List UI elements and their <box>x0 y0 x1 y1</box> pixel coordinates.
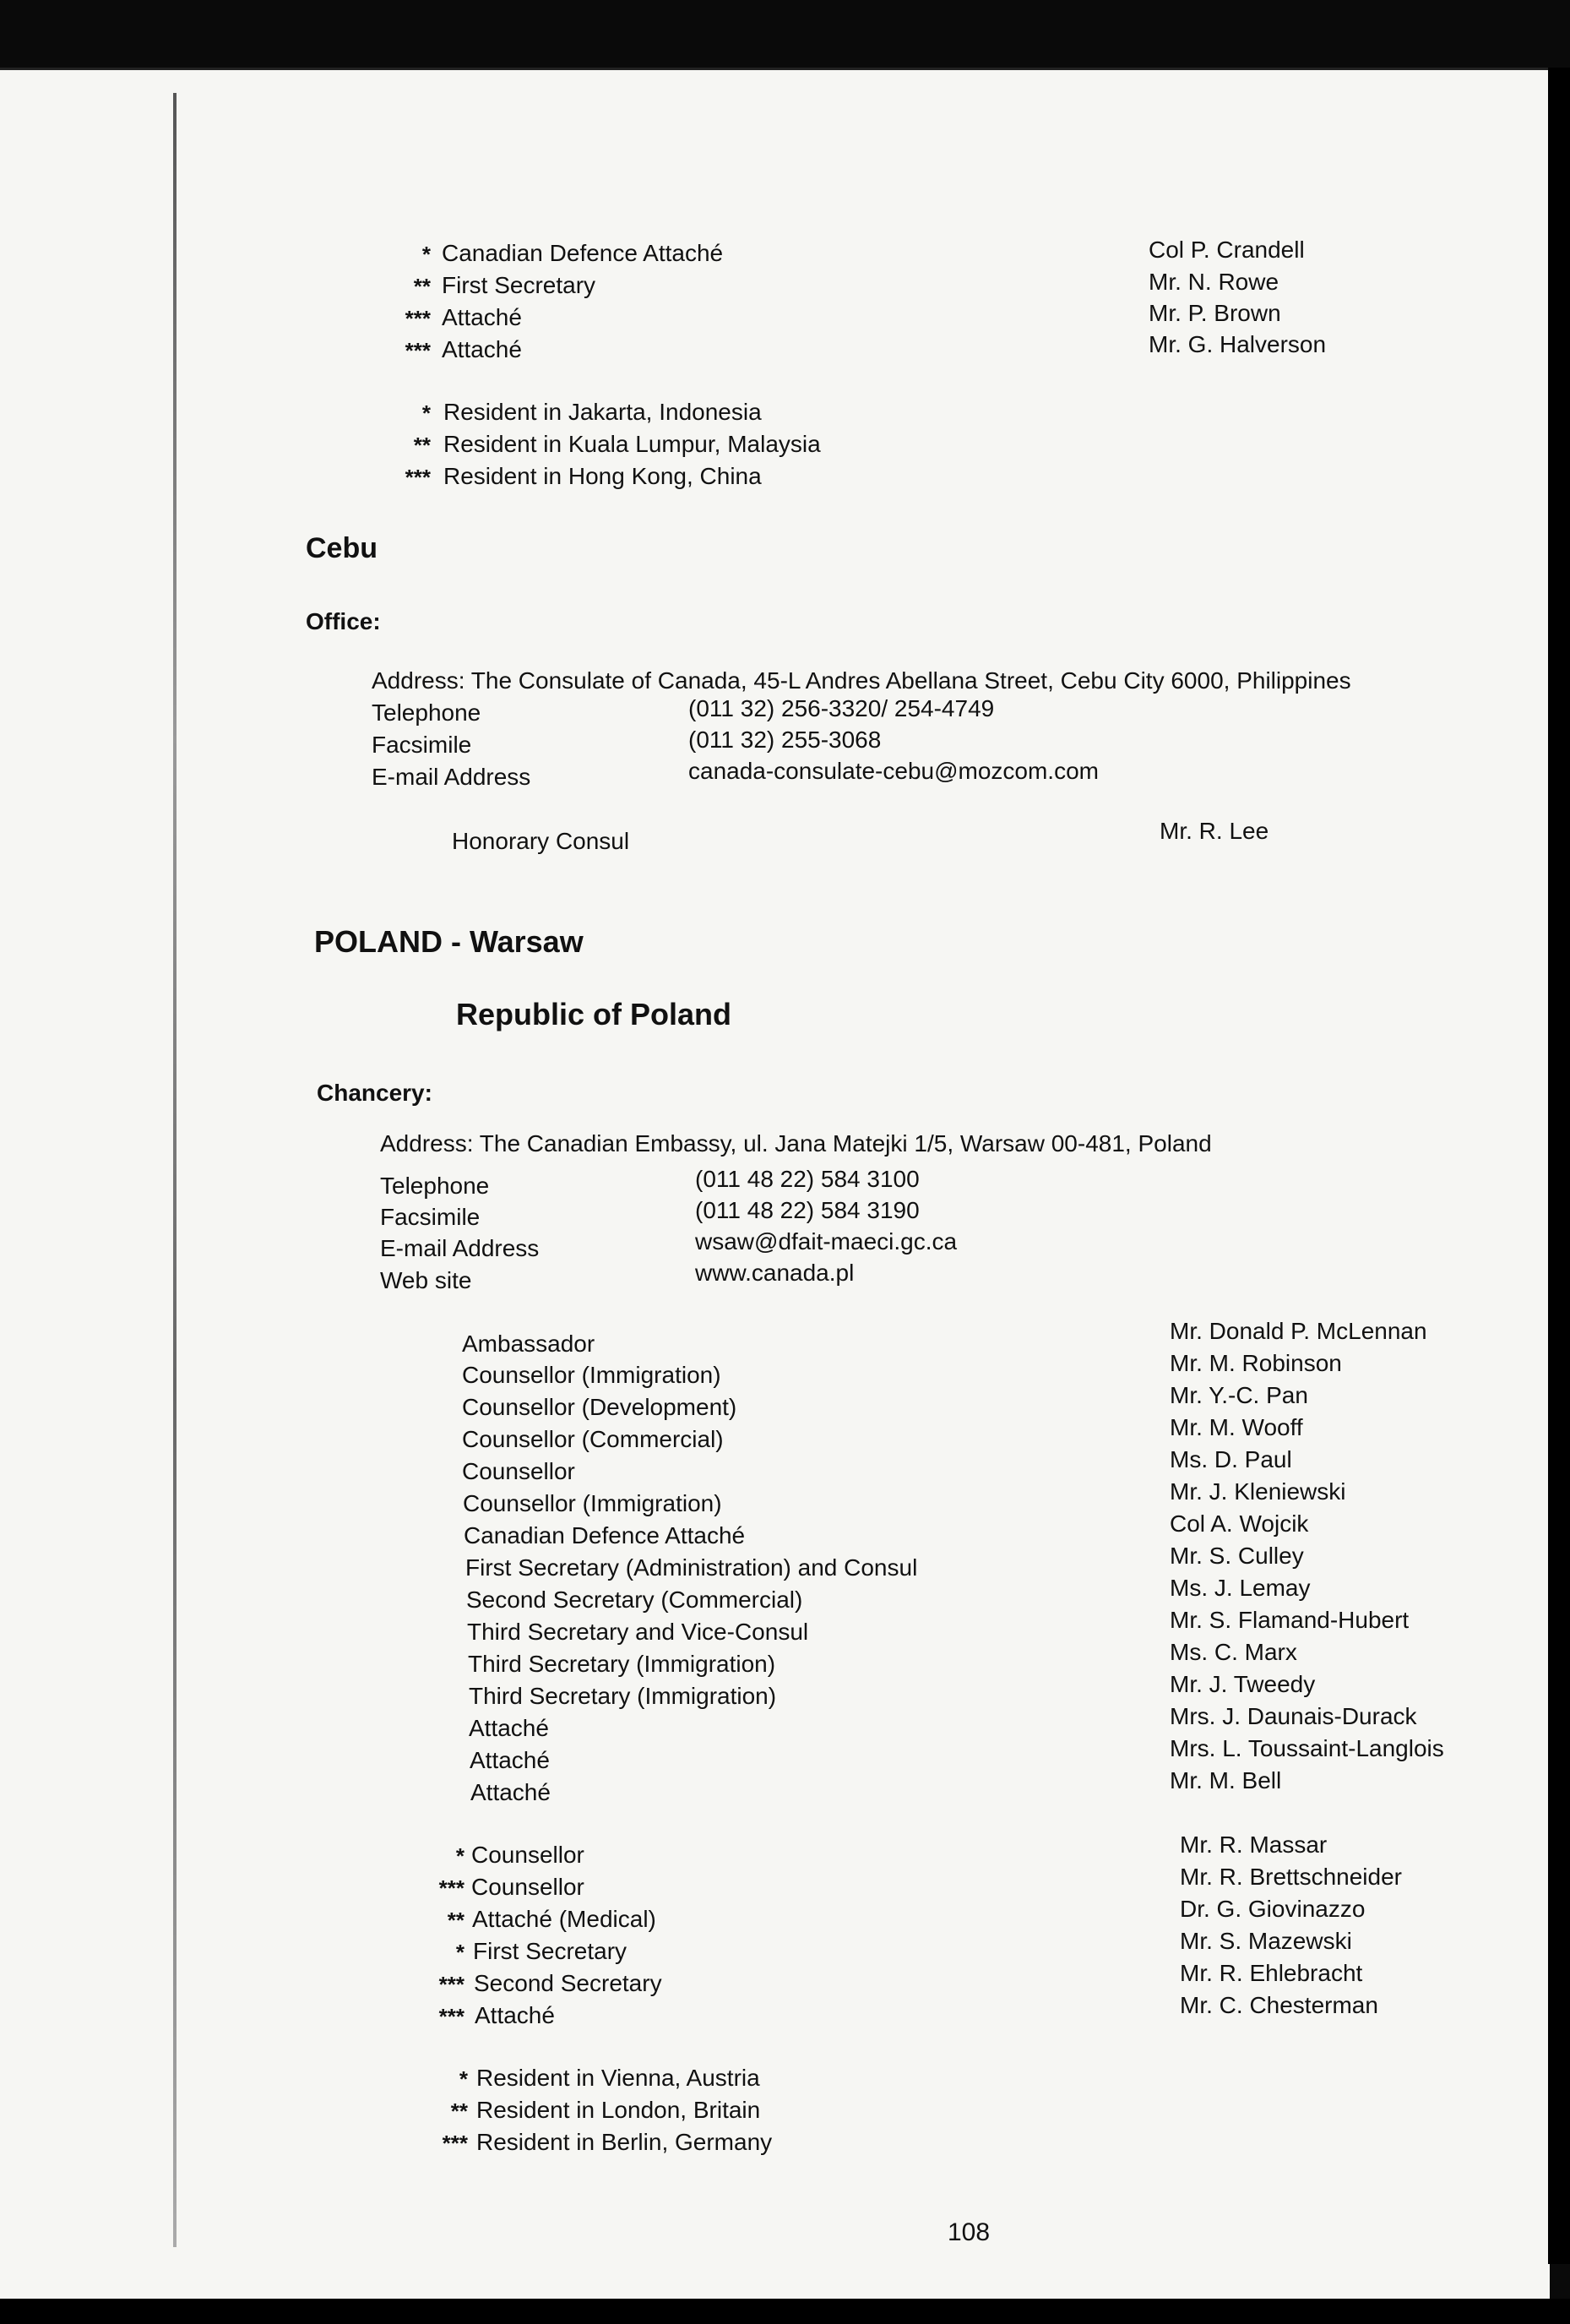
staff-name: Mr. M. Bell <box>1170 1767 1282 1793</box>
staff-title: Ambassador <box>462 1331 595 1357</box>
contact-label: E-mail Address <box>380 1235 540 1261</box>
staff-name: Col A. Wojcik <box>1170 1510 1309 1537</box>
staff-title: Counsellor (Development) <box>462 1394 737 1420</box>
binding-shadow <box>173 93 177 2247</box>
staff-title: Second Secretary <box>474 1970 662 1996</box>
footnote-marker: *** <box>442 2131 468 2156</box>
staff-title: Attaché <box>475 2002 555 2028</box>
staff-name: Mr. R. Ehlebracht <box>1180 1960 1363 1986</box>
poland-address: Address: The Canadian Embassy, ul. Jana Matejki 1/5, Warsaw 00-481, Poland <box>380 1130 1212 1157</box>
staff-name: Dr. G. Giovinazzo <box>1180 1896 1366 1922</box>
staff-title: First Secretary <box>442 272 596 298</box>
staff-name: Mr. R. Massar <box>1180 1831 1328 1858</box>
contact-value: wsaw@dfait-maeci.gc.ca <box>695 1228 958 1255</box>
contact-label: Web site <box>380 1267 472 1293</box>
staff-name: Mr. M. Wooff <box>1170 1414 1303 1440</box>
footnote-text: Resident in Jakarta, Indonesia <box>443 399 762 425</box>
footnote-marker: * <box>421 242 431 267</box>
staff-name: Mr. J. Tweedy <box>1170 1671 1316 1697</box>
contact-label: Facsimile <box>380 1204 481 1230</box>
staff-name: Mr. P. Brown <box>1149 300 1281 326</box>
staff-title: Honorary Consul <box>452 828 630 854</box>
staff-title: Attaché <box>470 1747 550 1773</box>
contact-value: www.canada.pl <box>695 1260 855 1286</box>
staff-name: Ms. C. Marx <box>1170 1639 1297 1665</box>
section-heading-poland: POLAND - Warsaw <box>314 924 584 959</box>
chancery-label: Chancery: <box>317 1080 432 1106</box>
footnote-text: Resident in Hong Kong, China <box>443 463 762 489</box>
staff-title: Counsellor <box>471 1874 584 1900</box>
staff-title: Second Secretary (Commercial) <box>466 1587 803 1613</box>
cebu-address: Address: The Consulate of Canada, 45-L Andres Abellana Street, Cebu City 6000, Philippines <box>372 667 1351 694</box>
staff-title: Counsellor (Immigration) <box>462 1362 721 1388</box>
staff-title: Attaché <box>470 1779 551 1805</box>
staff-title: Canadian Defence Attaché <box>464 1522 746 1548</box>
staff-name: Mr. R. Brettschneider <box>1180 1864 1402 1890</box>
footnote-text: Resident in London, Britain <box>476 2097 761 2123</box>
staff-title: Counsellor <box>462 1458 575 1484</box>
footnote-marker: * <box>455 1843 464 1869</box>
section-heading-cebu: Cebu <box>306 532 378 564</box>
section-subheading: Republic of Poland <box>456 997 732 1031</box>
contact-label: Facsimile <box>372 732 472 758</box>
staff-title: First Secretary (Administration) and Consul <box>465 1554 918 1581</box>
contact-label: Telephone <box>372 699 481 726</box>
staff-title: Counsellor (Immigration) <box>463 1490 722 1516</box>
page-edge-bottom <box>0 2299 1570 2324</box>
staff-name: Mr. S. Culley <box>1170 1543 1304 1569</box>
contact-value: (011 32) 255-3068 <box>688 727 882 753</box>
staff-name: Mr. Donald P. McLennan <box>1170 1318 1427 1344</box>
staff-title: Attaché <box>442 336 522 362</box>
staff-name: Mr. S. Flamand-Hubert <box>1170 1607 1410 1633</box>
page-number: 108 <box>948 2218 991 2246</box>
staff-name: Mrs. L. Toussaint-Langlois <box>1170 1735 1444 1761</box>
contact-value: (011 48 22) 584 3190 <box>695 1197 920 1223</box>
footnote-marker: ** <box>447 1908 464 1933</box>
footnote-marker: *** <box>438 1875 464 1901</box>
footnote-marker: * <box>459 2066 468 2092</box>
footnote-marker: ** <box>413 274 431 299</box>
staff-name: Mr. G. Halverson <box>1149 331 1327 357</box>
staff-name: Mr. J. Kleniewski <box>1170 1478 1346 1505</box>
staff-title: First Secretary <box>473 1938 627 1964</box>
page-edge-right <box>1548 68 1570 2264</box>
footnote-marker: *** <box>405 306 431 331</box>
footnote-marker: *** <box>405 338 431 363</box>
contact-label: Telephone <box>380 1173 490 1199</box>
staff-name: Mr. Y.-C. Pan <box>1170 1382 1308 1408</box>
office-label: Office: <box>306 608 381 634</box>
staff-name: Mr. R. Lee <box>1160 818 1269 844</box>
staff-name: Ms. J. Lemay <box>1170 1575 1311 1601</box>
contact-value: (011 32) 256-3320/ 254-4749 <box>688 695 995 721</box>
staff-title: Counsellor (Commercial) <box>462 1426 724 1452</box>
footnote-marker: ** <box>450 2098 468 2124</box>
footnote-marker: *** <box>405 465 431 490</box>
staff-title: Third Secretary and Vice-Consul <box>467 1619 809 1645</box>
staff-name: Mr. N. Rowe <box>1149 269 1279 295</box>
staff-title: Canadian Defence Attaché <box>442 240 724 266</box>
staff-title: Attaché <box>469 1715 549 1741</box>
staff-name: Mr. S. Mazewski <box>1180 1928 1352 1954</box>
footnote-text: Resident in Vienna, Austria <box>476 2065 760 2091</box>
staff-title: Attaché <box>442 304 522 330</box>
footnote-marker: *** <box>438 1972 464 1997</box>
staff-name: Mr. M. Robinson <box>1170 1350 1342 1376</box>
staff-name: Col P. Crandell <box>1149 237 1305 263</box>
contact-label: E-mail Address <box>372 764 531 790</box>
footnote-marker: ** <box>413 433 431 458</box>
staff-title: Third Secretary (Immigration) <box>468 1651 776 1677</box>
contact-value: canada-consulate-cebu@mozcom.com <box>688 758 1099 784</box>
staff-title: Third Secretary (Immigration) <box>469 1683 777 1709</box>
footnote-text: Resident in Berlin, Germany <box>476 2129 773 2155</box>
staff-title: Counsellor <box>471 1842 584 1868</box>
footnote-marker: *** <box>438 2004 464 2029</box>
staff-name: Mr. C. Chesterman <box>1180 1992 1378 2018</box>
contact-value: (011 48 22) 584 3100 <box>695 1166 920 1192</box>
footnote-text: Resident in Kuala Lumpur, Malaysia <box>443 431 821 457</box>
staff-name: Ms. D. Paul <box>1170 1446 1292 1472</box>
footnote-marker: * <box>421 400 431 426</box>
staff-title: Attaché (Medical) <box>472 1906 656 1932</box>
staff-name: Mrs. J. Daunais-Durack <box>1170 1703 1417 1729</box>
footnote-marker: * <box>455 1940 464 1965</box>
